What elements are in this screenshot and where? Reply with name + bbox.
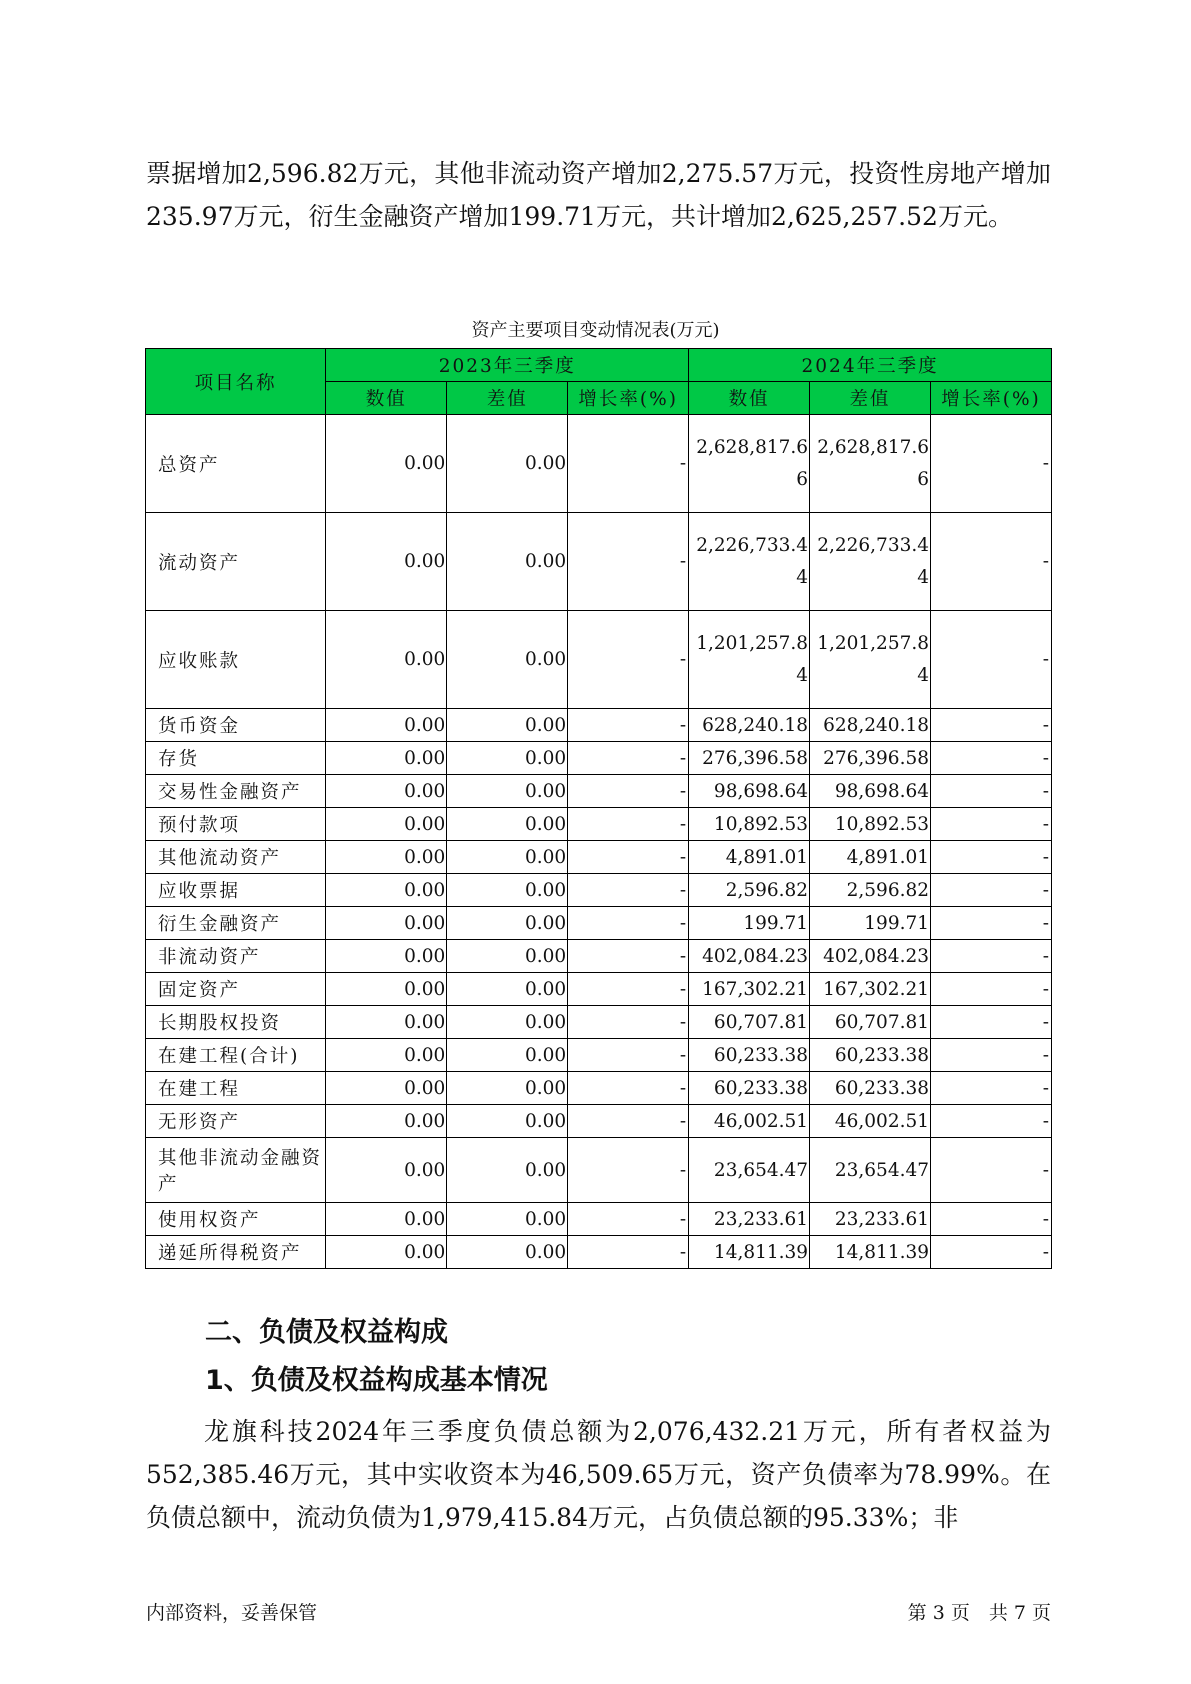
value-2023: 0.00 xyxy=(326,841,447,874)
row-name: 其他流动资产 xyxy=(146,841,326,874)
header-2023-value: 数值 xyxy=(326,382,447,415)
row-name: 非流动资产 xyxy=(146,940,326,973)
value-2023: 0.00 xyxy=(326,611,447,709)
growth-2024: - xyxy=(931,1138,1052,1203)
growth-2023: - xyxy=(568,841,689,874)
row-name: 应收账款 xyxy=(146,611,326,709)
diff-2023: 0.00 xyxy=(447,808,568,841)
diff-2023: 0.00 xyxy=(447,611,568,709)
diff-2023: 0.00 xyxy=(447,742,568,775)
value-2023: 0.00 xyxy=(326,973,447,1006)
row-name: 预付款项 xyxy=(146,808,326,841)
growth-2024: - xyxy=(931,415,1052,513)
diff-2023: 0.00 xyxy=(447,1138,568,1203)
value-2023: 0.00 xyxy=(326,1203,447,1236)
row-name: 递延所得税资产 xyxy=(146,1236,326,1269)
value-2023: 0.00 xyxy=(326,742,447,775)
value-2024: 23,654.47 xyxy=(689,1138,810,1203)
growth-2023: - xyxy=(568,709,689,742)
value-2024: 60,233.38 xyxy=(689,1072,810,1105)
diff-2024: 1,201,257.84 xyxy=(810,611,931,709)
diff-2024: 98,698.64 xyxy=(810,775,931,808)
footer-confidential: 内部资料，妥善保管 xyxy=(146,1602,318,1624)
row-name: 在建工程 xyxy=(146,1072,326,1105)
diff-2023: 0.00 xyxy=(447,940,568,973)
growth-2023: - xyxy=(568,907,689,940)
table-row xyxy=(146,709,1052,742)
row-name: 衍生金融资产 xyxy=(146,907,326,940)
asset-change-table xyxy=(145,348,1052,1269)
table-caption: 资产主要项目变动情况表(万元) xyxy=(471,320,720,341)
row-name: 交易性金融资产 xyxy=(146,775,326,808)
row-name: 存货 xyxy=(146,742,326,775)
growth-2024: - xyxy=(931,874,1052,907)
header-2023-diff: 差值 xyxy=(447,382,568,415)
diff-2023: 0.00 xyxy=(447,1105,568,1138)
table-row xyxy=(146,1039,1052,1072)
growth-2024: - xyxy=(931,907,1052,940)
table-row xyxy=(146,874,1052,907)
diff-2024: 167,302.21 xyxy=(810,973,931,1006)
value-2024: 4,891.01 xyxy=(689,841,810,874)
table-row xyxy=(146,775,1052,808)
diff-2024: 10,892.53 xyxy=(810,808,931,841)
growth-2024: - xyxy=(931,513,1052,611)
table-row xyxy=(146,1138,1052,1203)
diff-2024: 276,396.58 xyxy=(810,742,931,775)
growth-2023: - xyxy=(568,611,689,709)
value-2023: 0.00 xyxy=(326,709,447,742)
growth-2024: - xyxy=(931,1072,1052,1105)
value-2023: 0.00 xyxy=(326,1236,447,1269)
table-body xyxy=(146,415,1052,1269)
growth-2024: - xyxy=(931,1039,1052,1072)
diff-2023: 0.00 xyxy=(447,1236,568,1269)
value-2024: 402,084.23 xyxy=(689,940,810,973)
diff-2024: 60,233.38 xyxy=(810,1072,931,1105)
growth-2024: - xyxy=(931,940,1052,973)
diff-2024: 2,226,733.44 xyxy=(810,513,931,611)
header-2024-value: 数值 xyxy=(689,382,810,415)
value-2023: 0.00 xyxy=(326,1138,447,1203)
value-2024: 628,240.18 xyxy=(689,709,810,742)
growth-2024: - xyxy=(931,1236,1052,1269)
row-name: 使用权资产 xyxy=(146,1203,326,1236)
diff-2024: 402,084.23 xyxy=(810,940,931,973)
diff-2024: 23,654.47 xyxy=(810,1138,931,1203)
row-name: 在建工程(合计) xyxy=(146,1039,326,1072)
growth-2024: - xyxy=(931,775,1052,808)
row-name: 长期股权投资 xyxy=(146,1006,326,1039)
growth-2024: - xyxy=(931,611,1052,709)
row-name: 固定资产 xyxy=(146,973,326,1006)
value-2023: 0.00 xyxy=(326,808,447,841)
diff-2024: 2,596.82 xyxy=(810,874,931,907)
growth-2024: - xyxy=(931,808,1052,841)
diff-2024: 2,628,817.66 xyxy=(810,415,931,513)
growth-2024: - xyxy=(931,1105,1052,1138)
growth-2024: - xyxy=(931,841,1052,874)
value-2023: 0.00 xyxy=(326,1105,447,1138)
subsection-heading: 1、负债及权益构成基本情况 xyxy=(205,1365,548,1396)
diff-2023: 0.00 xyxy=(447,841,568,874)
growth-2023: - xyxy=(568,775,689,808)
growth-2023: - xyxy=(568,742,689,775)
table-row xyxy=(146,973,1052,1006)
diff-2023: 0.00 xyxy=(447,775,568,808)
table-row xyxy=(146,1105,1052,1138)
diff-2023: 0.00 xyxy=(447,1203,568,1236)
table-row xyxy=(146,1203,1052,1236)
diff-2023: 0.00 xyxy=(447,973,568,1006)
growth-2023: - xyxy=(568,940,689,973)
row-name: 货币资金 xyxy=(146,709,326,742)
value-2024: 60,707.81 xyxy=(689,1006,810,1039)
row-name: 无形资产 xyxy=(146,1105,326,1138)
row-name: 应收票据 xyxy=(146,874,326,907)
row-name: 其他非流动金融资产 xyxy=(146,1138,326,1203)
diff-2024: 46,002.51 xyxy=(810,1105,931,1138)
table-row xyxy=(146,1006,1052,1039)
value-2024: 46,002.51 xyxy=(689,1105,810,1138)
value-2023: 0.00 xyxy=(326,874,447,907)
growth-2023: - xyxy=(568,808,689,841)
table-row xyxy=(146,940,1052,973)
value-2024: 199.71 xyxy=(689,907,810,940)
growth-2023: - xyxy=(568,513,689,611)
growth-2023: - xyxy=(568,1072,689,1105)
growth-2024: - xyxy=(931,709,1052,742)
growth-2023: - xyxy=(568,1105,689,1138)
value-2024: 2,226,733.44 xyxy=(689,513,810,611)
diff-2023: 0.00 xyxy=(447,709,568,742)
growth-2024: - xyxy=(931,973,1052,1006)
value-2023: 0.00 xyxy=(326,907,447,940)
diff-2024: 60,707.81 xyxy=(810,1006,931,1039)
diff-2024: 4,891.01 xyxy=(810,841,931,874)
table-row xyxy=(146,841,1052,874)
growth-2023: - xyxy=(568,1006,689,1039)
growth-2023: - xyxy=(568,874,689,907)
diff-2023: 0.00 xyxy=(447,907,568,940)
value-2024: 60,233.38 xyxy=(689,1039,810,1072)
diff-2024: 199.71 xyxy=(810,907,931,940)
section-heading: 二、负债及权益构成 xyxy=(205,1317,448,1348)
header-2024-diff: 差值 xyxy=(810,382,931,415)
header-2023-growth: 增长率(%) xyxy=(568,382,689,415)
value-2024: 14,811.39 xyxy=(689,1236,810,1269)
diff-2023: 0.00 xyxy=(447,513,568,611)
value-2023: 0.00 xyxy=(326,415,447,513)
row-name: 总资产 xyxy=(146,415,326,513)
row-name: 流动资产 xyxy=(146,513,326,611)
table-row xyxy=(146,513,1052,611)
table-row xyxy=(146,1072,1052,1105)
body-paragraph: 龙旗科技2024年三季度负债总额为2,076,432.21万元，所有者权益为552,385.46万元，其中实收资本为46,509.65万元，资产负债率为78.99%。在负债总额中，流动负债为1,979,415.84万元，占负债总额的95.33%；非 xyxy=(146,1417,1051,1532)
value-2024: 23,233.61 xyxy=(689,1203,810,1236)
value-2024: 10,892.53 xyxy=(689,808,810,841)
header-2024-growth: 增长率(%) xyxy=(931,382,1052,415)
header-item-name: 项目名称 xyxy=(146,349,326,415)
header-period-2023: 2023年三季度 xyxy=(326,349,689,382)
growth-2024: - xyxy=(931,1203,1052,1236)
value-2023: 0.00 xyxy=(326,1039,447,1072)
value-2024: 167,302.21 xyxy=(689,973,810,1006)
diff-2024: 628,240.18 xyxy=(810,709,931,742)
value-2024: 2,628,817.66 xyxy=(689,415,810,513)
value-2023: 0.00 xyxy=(326,513,447,611)
table-row xyxy=(146,808,1052,841)
diff-2024: 23,233.61 xyxy=(810,1203,931,1236)
value-2024: 98,698.64 xyxy=(689,775,810,808)
footer-page-number: 第 3 页 共 7 页 xyxy=(907,1602,1051,1624)
growth-2023: - xyxy=(568,973,689,1006)
diff-2023: 0.00 xyxy=(447,1039,568,1072)
table-row xyxy=(146,907,1052,940)
table-row xyxy=(146,742,1052,775)
growth-2023: - xyxy=(568,1039,689,1072)
diff-2023: 0.00 xyxy=(447,1072,568,1105)
growth-2024: - xyxy=(931,742,1052,775)
growth-2023: - xyxy=(568,1236,689,1269)
value-2023: 0.00 xyxy=(326,1006,447,1039)
growth-2023: - xyxy=(568,415,689,513)
growth-2023: - xyxy=(568,1138,689,1203)
growth-2024: - xyxy=(931,1006,1052,1039)
growth-2023: - xyxy=(568,1203,689,1236)
table-row xyxy=(146,1236,1052,1269)
diff-2023: 0.00 xyxy=(447,415,568,513)
diff-2024: 14,811.39 xyxy=(810,1236,931,1269)
intro-paragraph: 票据增加2,596.82万元，其他非流动资产增加2,275.57万元，投资性房地产增加235.97万元，衍生金融资产增加199.71万元，共计增加2,625,257.52万元。 xyxy=(146,159,1051,231)
table-row xyxy=(146,415,1052,513)
value-2024: 276,396.58 xyxy=(689,742,810,775)
value-2024: 2,596.82 xyxy=(689,874,810,907)
diff-2023: 0.00 xyxy=(447,874,568,907)
diff-2024: 60,233.38 xyxy=(810,1039,931,1072)
value-2024: 1,201,257.84 xyxy=(689,611,810,709)
value-2023: 0.00 xyxy=(326,940,447,973)
header-period-2024: 2024年三季度 xyxy=(689,349,1052,382)
diff-2023: 0.00 xyxy=(447,1006,568,1039)
value-2023: 0.00 xyxy=(326,1072,447,1105)
value-2023: 0.00 xyxy=(326,775,447,808)
table-row xyxy=(146,611,1052,709)
